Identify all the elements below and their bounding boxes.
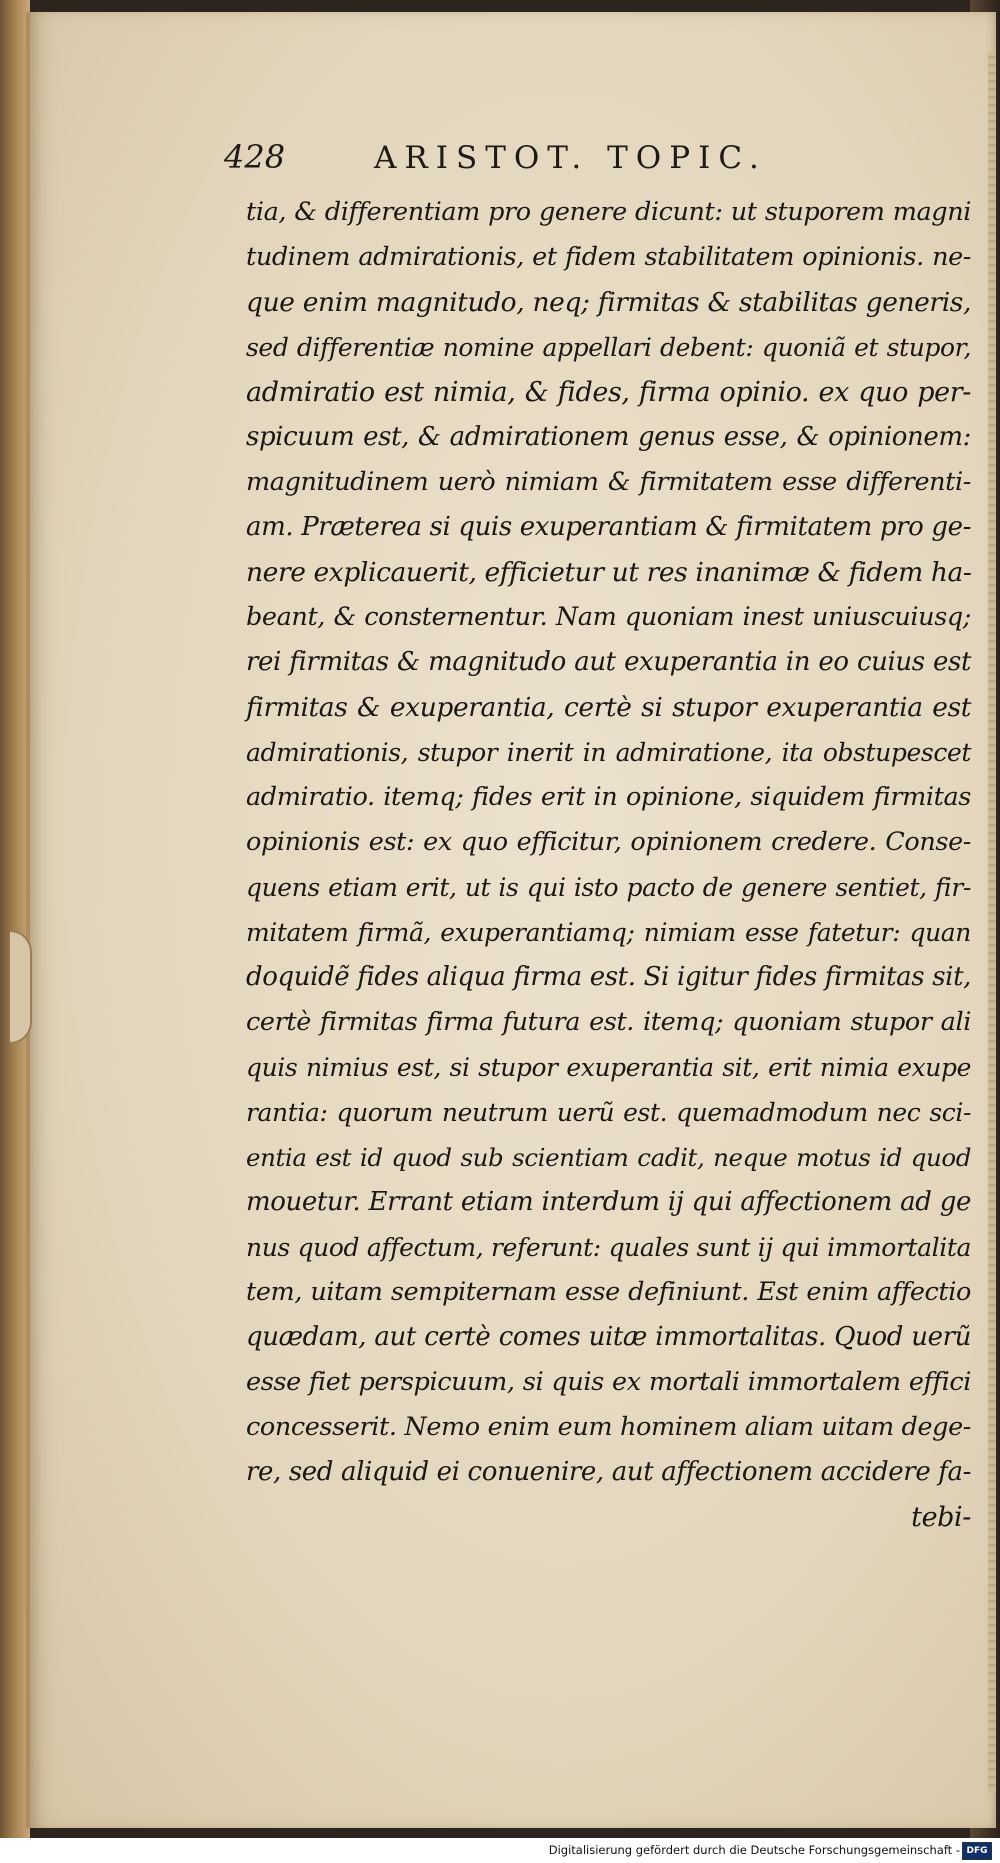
text-line: spicuum est, & admirationem genus esse, & opinionem:	[246, 422, 971, 452]
text-line: tia, & differentiam pro genere dicunt: ut stuporem magni	[246, 197, 971, 227]
text-line: tem, uitam sempiternam esse definiunt. Est enim affectio	[246, 1277, 971, 1307]
text-line: concesserit. Nemo enim eum hominem aliam uitam dege-	[246, 1412, 971, 1442]
page-clip-mark	[10, 930, 32, 1044]
text-line: am. Præterea si quis exuperantiam & firmitatem pro ge-	[246, 512, 971, 542]
page-fore-edge	[988, 52, 996, 1792]
text-line: mouetur. Errant etiam interdum ij qui affectionem ad ge	[246, 1187, 971, 1217]
text-line: que enim magnitudo, neq; firmitas & stabilitas generis,	[246, 287, 971, 318]
text-line: entia est id quod sub scientiam cadit, neque motus id quod	[246, 1143, 971, 1172]
dfg-logo-icon: DFG	[962, 1842, 992, 1860]
running-head	[224, 138, 924, 176]
text-line: mitatem firmã, exuperantiamq; nimiam esse fatetur: quan	[246, 918, 971, 947]
text-line: tebi-	[911, 1502, 971, 1533]
text-line: admiratio. itemq; fides erit in opinione, siquidem firmitas	[246, 782, 971, 812]
text-line: sed differentiæ nomine appellari debent: quoniã et stupor,	[246, 333, 971, 362]
page-number: 428	[224, 138, 286, 176]
text-line: quædam, aut certè comes uitæ immortalitas. Quod uerũ	[246, 1322, 971, 1352]
text-line: nus quod affectum, referunt: quales sunt ij qui immortalita	[246, 1233, 971, 1262]
text-line: quis nimius est, si stupor exuperantia sit, erit nimia exupe	[246, 1053, 971, 1082]
text-line: tudinem admirationis, et fidem stabilitatem opinionis. ne-	[246, 242, 971, 272]
text-line: magnitudinem uerò nimiam & firmitatem esse differenti-	[246, 467, 971, 497]
funding-credit: Digitalisierung gefördert durch die Deutsche Forschungsgemeinschaft -	[548, 1843, 960, 1857]
text-line: nere explicauerit, efficietur ut res inanimæ & fidem ha-	[246, 557, 972, 588]
text-line: beant, & consternentur. Nam quoniam inest uniuscuiusq;	[246, 602, 971, 632]
text-line: doquidẽ fides aliqua firma est. Si igitur fides firmitas sit,	[246, 962, 971, 992]
footer-strip	[0, 1838, 1000, 1863]
text-line: admiratio est nimia, & fides, firma opinio. ex quo per-	[246, 377, 971, 408]
body-text	[246, 190, 971, 1540]
text-line: re, sed aliquid ei conuenire, aut affectionem accidere fa-	[246, 1457, 971, 1487]
running-head-title: ARISTOT. TOPIC.	[374, 140, 767, 176]
text-line: certè firmitas firma futura est. itemq; quoniam stupor ali	[246, 1007, 971, 1037]
text-line: firmitas & exuperantia, certè si stupor exuperantia est	[246, 692, 971, 723]
text-line: rantia: quorum neutrum uerũ est. quemadmodum nec sci-	[246, 1098, 971, 1127]
text-line: rei firmitas & magnitudo aut exuperantia in eo cuius est	[246, 647, 971, 677]
text-line: esse fiet perspicuum, si quis ex mortali immortalem effici	[246, 1367, 971, 1397]
text-line: admirationis, stupor inerit in admiratione, ita obstupescet	[246, 738, 971, 767]
text-line: opinionis est: ex quo efficitur, opinionem credere. Conse-	[246, 827, 971, 857]
text-line: quens etiam erit, ut is qui isto pacto de genere sentiet, fir-	[246, 873, 971, 902]
